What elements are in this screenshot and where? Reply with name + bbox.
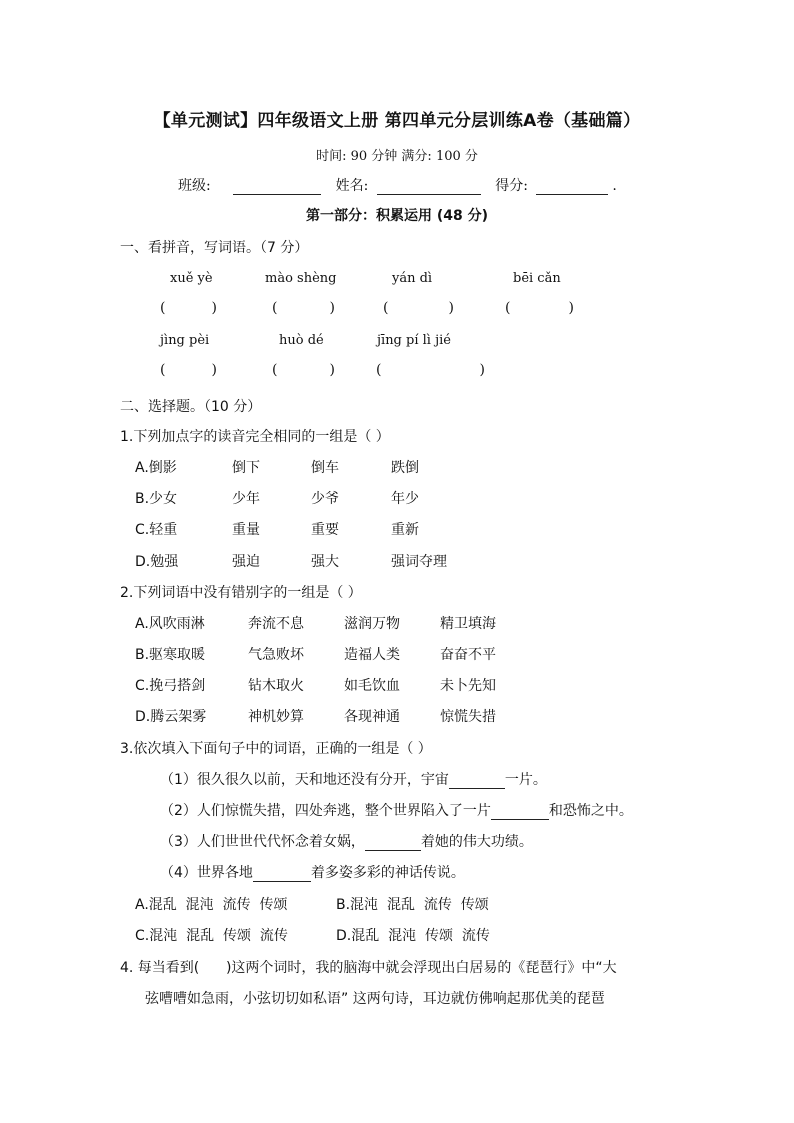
- pinyin-xue-ye: xuě yè: [170, 271, 213, 286]
- q2-b-word-4: 奋奋不平: [440, 647, 496, 663]
- part-one-title: 第一部分：积累运用 (48 分): [305, 208, 489, 224]
- name-blank[interactable]: [377, 180, 481, 195]
- q2-d-word-3: 各现神通: [344, 709, 400, 725]
- q3-sentence-3: （3）人们世世代代怀念着女娲， 着她的伟大功绩。: [160, 834, 533, 850]
- section-one-heading: 一、看拼音，写词语。（7 分）: [120, 240, 309, 256]
- q2-c-word-4: 未卜先知: [440, 678, 496, 694]
- section-two-heading: 二、选择题。（10 分）: [120, 399, 262, 415]
- class-blank[interactable]: [233, 180, 321, 195]
- q3-option-d[interactable]: D.混乱 混沌 传颂 流传: [336, 928, 490, 944]
- q2-option-b[interactable]: B.驱寒取暖: [135, 647, 206, 663]
- q1-d-word-2: 强迫: [232, 554, 260, 570]
- pinyin-bei-can: bēi cǎn: [513, 271, 561, 286]
- student-info: [178, 175, 617, 195]
- q2-c-word-2: 钻木取火: [248, 678, 304, 694]
- q2-d-word-2: 神机妙算: [248, 709, 304, 725]
- q2-option-c[interactable]: C.挽弓搭剑: [135, 678, 206, 694]
- pinyin-yan-di: yán dì: [392, 271, 433, 286]
- q2-d-word-4: 惊慌失措: [440, 709, 496, 725]
- q1-option-d[interactable]: D.勉强: [135, 554, 179, 570]
- q1-c-word-2: 重量: [232, 522, 260, 538]
- question-4-line-1: 4. 每当看到( )这两个词时，我的脑海中就会浮现出白居易的《琵琶行》中“大: [120, 960, 617, 976]
- info-end-mark: .: [612, 178, 617, 194]
- q3-blank-2[interactable]: [491, 805, 549, 820]
- q1-option-a[interactable]: A.倒影: [135, 460, 177, 476]
- name-label: 姓名:: [335, 178, 369, 194]
- answer-box-5[interactable]: ( ): [160, 362, 217, 378]
- page-title: 【单元测试】四年级语文上册 第四单元分层训练A卷（基础篇）: [153, 111, 641, 131]
- question-4-line-2: 弦嘈嘈如急雨，小弦切切如私语” 这两句诗，耳边就仿佛响起那优美的琵琶: [145, 991, 605, 1007]
- pinyin-jing-pei: jìng pèi: [160, 333, 210, 348]
- q2-c-word-3: 如毛饮血: [344, 678, 400, 694]
- q2-option-a[interactable]: A.风吹雨淋: [135, 616, 205, 632]
- question-3: 3.依次填入下面句子中的词语，正确的一组是（ ）: [120, 741, 432, 757]
- q1-d-word-4: 强词夺理: [391, 554, 447, 570]
- pinyin-huo-de: huò dé: [279, 333, 324, 348]
- q3-sentence-4: （4）世界各地 着多姿多彩的神话传说。: [160, 865, 465, 881]
- q1-c-word-3: 重要: [311, 522, 339, 538]
- answer-box-1[interactable]: ( ): [160, 300, 217, 316]
- q3-blank-3[interactable]: [365, 836, 421, 851]
- q2-a-word-2: 奔流不息: [248, 616, 304, 632]
- answer-box-3[interactable]: ( ): [383, 300, 454, 316]
- q2-option-d[interactable]: D.腾云架雾: [135, 709, 207, 725]
- q1-a-word-4: 跌倒: [391, 460, 419, 476]
- answer-box-2[interactable]: ( ): [272, 300, 335, 316]
- q1-a-word-2: 倒下: [232, 460, 260, 476]
- q1-b-word-2: 少年: [232, 491, 260, 507]
- pinyin-mao-sheng: mào shèng: [265, 271, 337, 286]
- question-2: 2.下列词语中没有错别字的一组是（ ）: [120, 585, 362, 601]
- answer-box-6[interactable]: ( ): [272, 362, 335, 378]
- class-label: 班级:: [178, 178, 211, 194]
- q3-sentence-1: （1）很久很久以前，天和地还没有分开，宇宙 一片。: [160, 772, 547, 788]
- q1-b-word-4: 年少: [391, 491, 419, 507]
- q3-blank-4[interactable]: [253, 867, 311, 882]
- q1-a-word-3: 倒车: [311, 460, 339, 476]
- answer-box-7[interactable]: ( ): [376, 362, 485, 378]
- q1-d-word-3: 强大: [311, 554, 339, 570]
- q1-c-word-4: 重新: [391, 522, 419, 538]
- q2-b-word-3: 造福人类: [344, 647, 400, 663]
- q3-blank-1[interactable]: [449, 774, 505, 789]
- question-1: 1.下列加点字的读音完全相同的一组是（ ）: [120, 429, 390, 445]
- q3-option-b[interactable]: B.混沌 混乱 流传 传颂: [336, 897, 489, 913]
- exam-meta: 时间: 90 分钟 满分: 100 分: [316, 149, 478, 164]
- q2-b-word-2: 气急败坏: [248, 647, 304, 663]
- q3-option-a[interactable]: A.混乱 混沌 流传 传颂: [135, 897, 288, 913]
- score-label: 得分:: [495, 178, 528, 194]
- answer-box-4[interactable]: ( ): [505, 300, 574, 316]
- q1-b-word-3: 少爷: [311, 491, 339, 507]
- score-blank[interactable]: [536, 180, 608, 195]
- pinyin-jing-pi-li-jie: jīng pí lì jié: [377, 333, 451, 348]
- q1-option-c[interactable]: C.轻重: [135, 522, 178, 538]
- q2-a-word-4: 精卫填海: [440, 616, 496, 632]
- q1-option-b[interactable]: B.少女: [135, 491, 178, 507]
- q3-sentence-2: （2）人们惊慌失措，四处奔逃，整个世界陷入了一片 和恐怖之中。: [160, 803, 633, 819]
- q3-option-c[interactable]: C.混沌 混乱 传颂 流传: [135, 928, 288, 944]
- q2-a-word-3: 滋润万物: [344, 616, 400, 632]
